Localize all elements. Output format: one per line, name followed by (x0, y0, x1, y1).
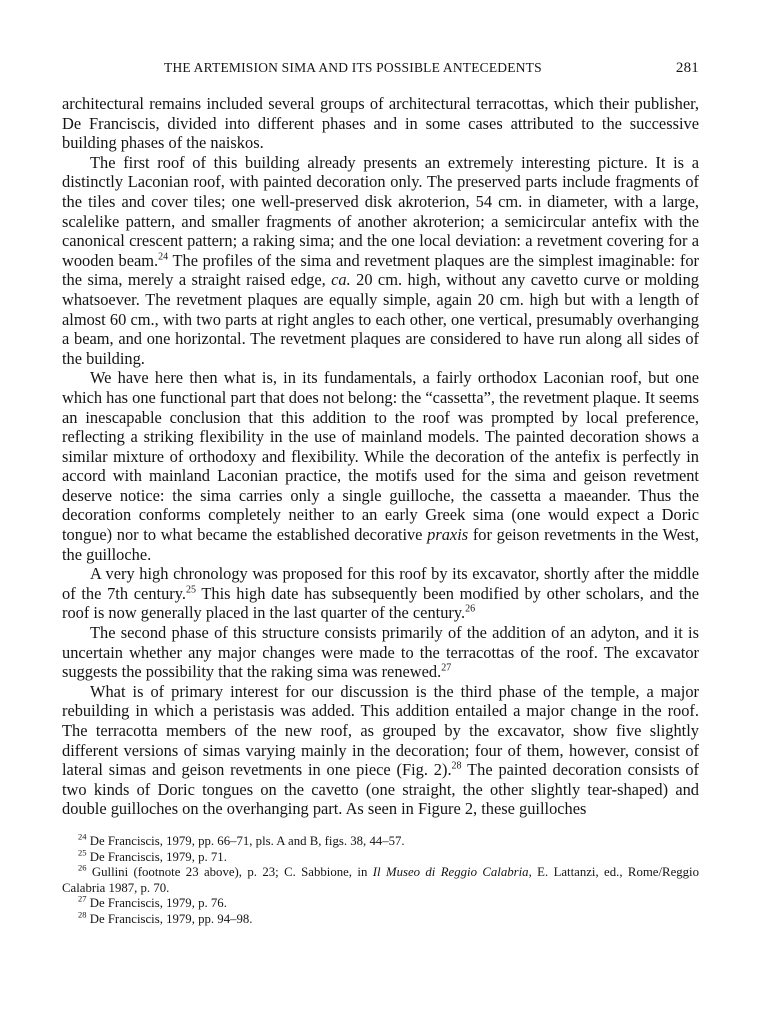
text-run: for geison revetments in the West, the guilloche. (62, 525, 699, 564)
text-run: De Franciscis, 1979, pp. 66–71, pls. A and B, figs. 38, 44–57. (86, 833, 405, 848)
body-paragraph (62, 153, 699, 369)
body-paragraph (62, 623, 699, 682)
text-run: 20 cm. high, without any cavetto curve or molding whatsoever. The revetment plaques are equally simple, again 20 cm. high but with a length of almost 60 cm., with two parts at right angles to each other, one vertical, presumably overhanging a beam, and one horizontal. The revetment plaques are considered to have run along all sides of the building. (62, 270, 699, 368)
text-run: The profiles of the sima and revetment plaques are the simplest imaginable: for the sima, merely a straight raised edge, (62, 250, 699, 290)
italic-text: ca. (331, 270, 351, 290)
running-header (62, 60, 699, 82)
footnote (62, 909, 699, 928)
footnote (62, 831, 699, 850)
footnote-ref: 26 (465, 603, 476, 615)
footnote-ref: 27 (441, 662, 452, 674)
footnote-number: 28 (78, 909, 87, 920)
italic-text: Il Museo di Reggio Calabria (372, 865, 529, 880)
text-run: De Franciscis, 1979, p. 76. (86, 896, 227, 911)
page (62, 60, 699, 928)
italic-text: praxis (427, 525, 469, 545)
body-paragraph (62, 564, 699, 623)
text-run: The painted decoration consists of two kinds of Doric tongues on the cavetto (one straight, the other slightly tear-shaped) and double guilloches on the overhanging part. As seen in Figure 2, these guilloches (62, 760, 700, 819)
footnotes (62, 831, 700, 928)
body-paragraph (62, 682, 699, 819)
footnote-number: 25 (78, 847, 87, 858)
text-run: The second phase of this structure consists primarily of the addition of an adyton, and it is uncertain whether any major changes were made to the terracottas of the roof. The excavator suggests the possibility that the raking sima was renewed. (62, 623, 699, 682)
text-run: De Franciscis, 1979, pp. 94–98. (86, 911, 253, 926)
body-text (62, 94, 699, 819)
footnote (62, 896, 699, 912)
footnote-number: 24 (78, 831, 87, 842)
text-run: This high date has subsequently been modified by other scholars, and the roof is now generally placed in the last quarter of the century. (62, 583, 699, 623)
page-number: 281 (675, 60, 699, 76)
text-run: The first roof of this building already presents an extremely interesting picture. It is a distinctly Laconian roof, with painted decoration only. The preserved parts include fragments of the tiles and cover tiles; one well-preserved disk akroterion, 54 cm. in diameter, with a large, scalelike pattern, and smaller fragments of another akroterion; a semicircular antefix with the canonical crescent pattern; a raking sima; and the one local deviation: a revetment covering for a wooden beam. (62, 152, 699, 270)
text-run: architectural remains included several groups of architectural terracottas, which their publisher, De Franciscis, divided into different phases and in some cases attributed to the successive building phases of the naiskos. (62, 94, 699, 153)
footnote-ref: 25 (185, 584, 196, 596)
text-run: De Franciscis, 1979, p. 71. (86, 849, 227, 864)
footnote (62, 862, 700, 896)
text-run: , E. Lattanzi, ed., Rome/Reggio Calabria 1987, p. 70. (62, 865, 700, 895)
body-paragraph (62, 368, 699, 564)
running-title: THE ARTEMISION SIMA AND ITS POSSIBLE ANTECEDENTS (164, 60, 542, 75)
footnote-ref: 28 (451, 760, 462, 772)
footnote-number: 27 (78, 894, 87, 905)
footnote-number: 26 (78, 862, 87, 873)
text-run: We have here then what is, in its fundamentals, a fairly orthodox Laconian roof, but one which has one functional part that does not belong: the “cassetta”, the revetment plaque. It seems an inescapable conclusion that this addition to the roof was prompted by local preference, reflecting a striking flexibility in the use of mainland models. The painted decoration shows a similar mixture of orthodoxy and flexibility. While the decoration of the antefix is perfectly in accord with mainland Laconian practice, the motifs used for the sima and geison revetment deserve notice: the sima carries only a single guilloche, the cassetta a maeander. Thus the decoration conforms completely neither to an early Greek sima (one would expect a Doric tongue) nor to what became the established decorative (62, 368, 699, 545)
body-paragraph (62, 94, 699, 153)
footnote-ref: 24 (158, 251, 169, 263)
text-run: A very high chronology was proposed for this roof by its excavator, shortly after the middle of the 7th century. (62, 564, 699, 603)
text-run: Gullini (footnote 23 above), p. 23; C. Sabbione, in (86, 865, 373, 880)
footnote (62, 847, 699, 866)
text-run: What is of primary interest for our discussion is the third phase of the temple, a major rebuilding in which a peristasis was added. This addition entailed a major change in the roof. The terracotta members of the new roof, as grouped by the excavator, show five slightly different versions of simas varying mainly in the decoration; four of them, however, consist of lateral simas and geison revetments in one piece (Fig. 2). (62, 681, 699, 780)
